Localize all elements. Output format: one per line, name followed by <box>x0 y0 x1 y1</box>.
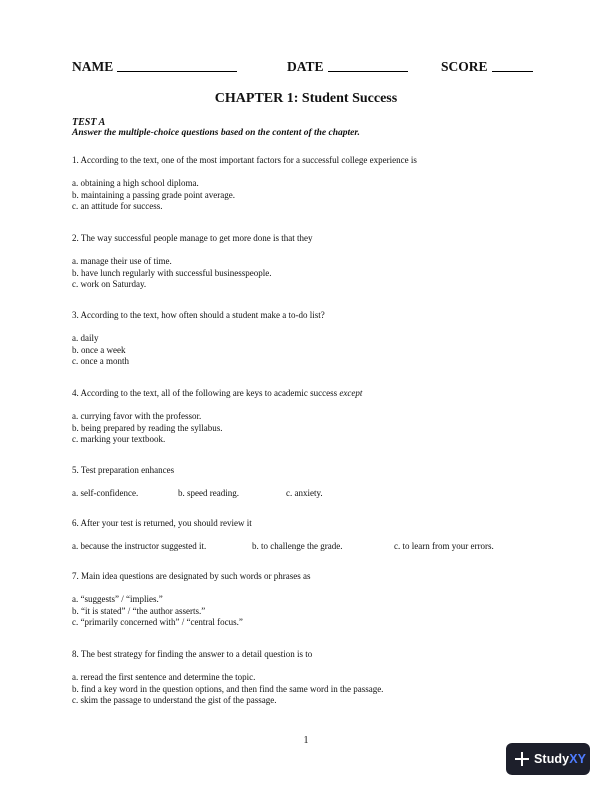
question-8 <box>72 648 542 707</box>
option-a: a. “suggests” / “implies.” <box>72 594 163 604</box>
brand-main: Study <box>534 752 570 766</box>
studyxy-watermark-badge[interactable] <box>506 743 590 775</box>
date-label: DATE <box>287 59 324 74</box>
answer-options <box>72 256 542 291</box>
question-5 <box>72 464 542 500</box>
option-c: c. work on Saturday. <box>72 279 147 290</box>
date-blank <box>328 58 408 72</box>
question-stem <box>72 387 542 399</box>
option-a: a. self-confidence. <box>72 488 139 498</box>
question-3 <box>72 309 542 368</box>
option-c: c. once a month <box>72 356 129 367</box>
question-stem: 5. Test preparation enhances <box>72 465 175 475</box>
answer-options <box>72 541 542 553</box>
option-b: b. once a week <box>72 344 126 355</box>
question-6 <box>72 517 542 553</box>
question-stem: 2. The way successful people manage to get more done is that they <box>72 233 313 243</box>
option-b: b. maintaining a passing grade point average. <box>72 189 235 200</box>
question-text: 4. According to the text, all of the following are keys to academic success <box>72 388 338 398</box>
question-stem: 7. Main idea questions are designated by such words or phrases as <box>72 571 311 581</box>
option-b: b. find a key word in the question options, and then find the same word in the passage. <box>72 683 384 694</box>
header-fields <box>72 58 542 78</box>
date-field <box>287 58 408 75</box>
answer-options <box>72 333 542 368</box>
answer-options <box>72 594 542 629</box>
name-blank <box>117 58 237 72</box>
option-a: a. reread the first sentence and determine the topic. <box>72 672 256 682</box>
option-a: a. because the instructor suggested it. <box>72 541 207 551</box>
question-4 <box>72 387 542 446</box>
answer-options <box>72 178 542 213</box>
question-stem: 3. According to the text, how often should a student make a to-do list? <box>72 310 325 320</box>
brand-accent: XY <box>569 752 587 766</box>
option-a: a. currying favor with the professor. <box>72 411 202 421</box>
option-a: a. obtaining a high school diploma. <box>72 178 199 188</box>
watermark-brand <box>534 752 586 766</box>
name-field <box>72 58 237 75</box>
name-label: NAME <box>72 59 114 74</box>
option-c: c. an attitude for success. <box>72 201 163 212</box>
question-emphasis: except <box>339 388 363 398</box>
answer-options <box>72 411 542 446</box>
option-c: c. to learn from your errors. <box>394 541 494 551</box>
chapter-title: CHAPTER 1: Student Success <box>214 91 398 106</box>
option-a: a. manage their use of time. <box>72 256 172 266</box>
answer-options <box>72 672 542 707</box>
question-2 <box>72 232 542 291</box>
option-c: c. anxiety. <box>286 488 323 498</box>
question-stem: 1. According to the text, one of the most important factors for a successful college experience is <box>72 155 417 165</box>
question-stem: 8. The best strategy for finding the answer to a detail question is to <box>72 649 313 659</box>
score-field <box>441 58 533 75</box>
question-stem: 6. After your test is returned, you should review it <box>72 518 252 528</box>
option-b: b. speed reading. <box>178 488 239 498</box>
test-label: TEST A <box>72 117 106 128</box>
score-label: SCORE <box>441 59 488 74</box>
option-b: b. to challenge the grade. <box>252 541 343 551</box>
question-7 <box>72 570 542 629</box>
option-c: c. skim the passage to understand the gist of the passage. <box>72 695 277 706</box>
option-b: b. have lunch regularly with successful businesspeople. <box>72 267 272 278</box>
option-b: b. being prepared by reading the syllabus. <box>72 422 223 433</box>
instructions: Answer the multiple-choice questions based on the content of the chapter. <box>72 128 360 138</box>
page-number: 1 <box>303 735 309 746</box>
option-c: c. “primarily concerned with” / “central focus.” <box>72 617 243 628</box>
plus-icon <box>515 752 529 766</box>
answer-options <box>72 488 542 500</box>
option-a: a. daily <box>72 333 99 343</box>
option-c: c. marking your textbook. <box>72 434 166 445</box>
question-1 <box>72 154 542 213</box>
score-blank <box>492 58 533 72</box>
option-b: b. “it is stated” / “the author asserts.” <box>72 605 206 616</box>
